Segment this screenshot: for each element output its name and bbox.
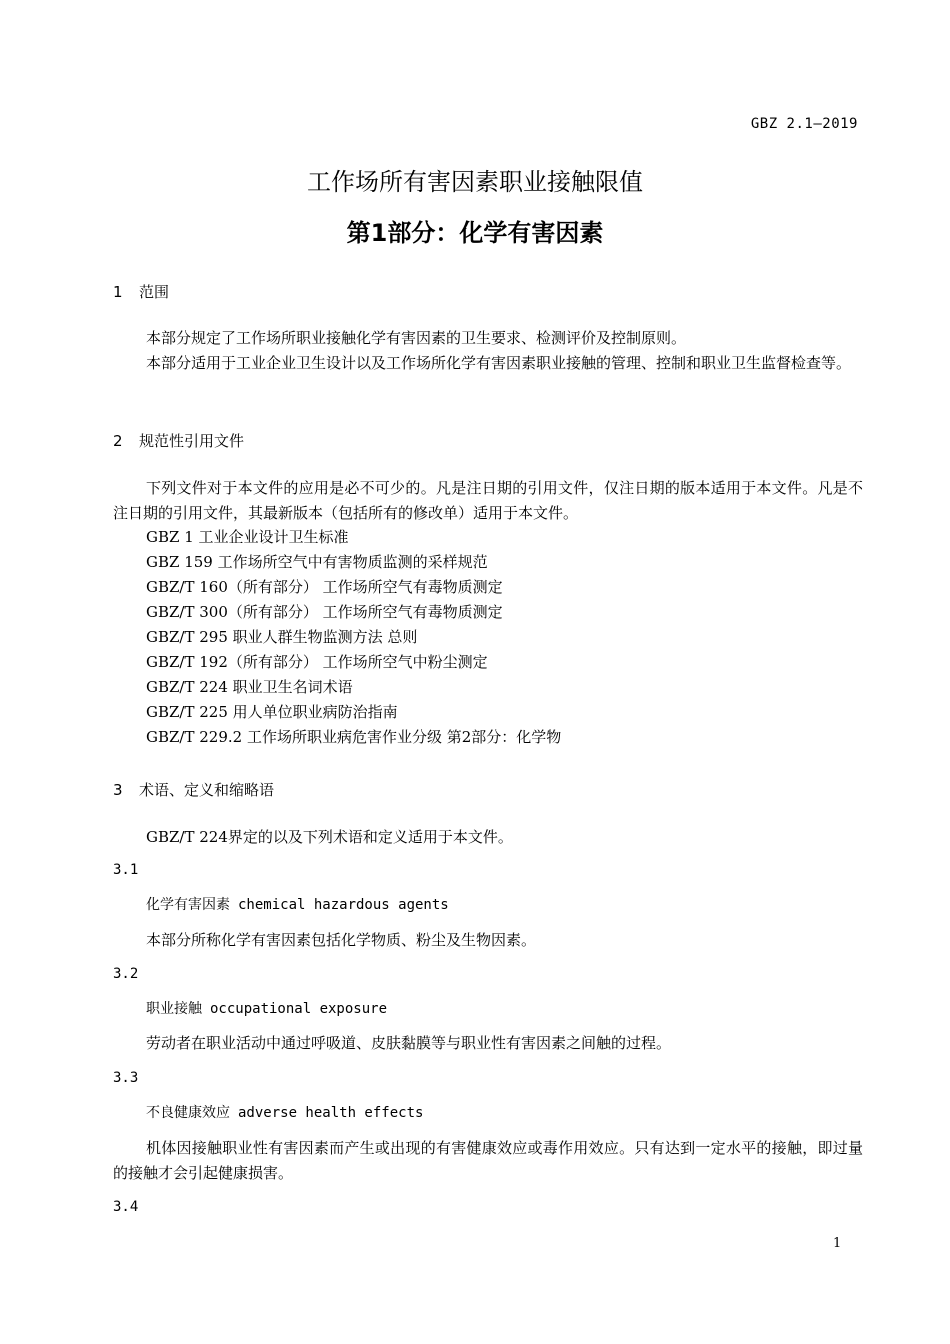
section-2-heading xyxy=(113,430,863,451)
term-entry xyxy=(146,998,387,1018)
term-english: adverse health effects xyxy=(238,1105,424,1121)
section-3-heading xyxy=(113,779,863,800)
reference-item: GBZ/T 295 职业人群生物监测方法 总则 xyxy=(146,628,418,646)
term-definition: 本部分所称化学有害因素包括化学物质、粉尘及生物因素。 xyxy=(146,931,537,949)
document-subtitle: 第1部分：化学有害因素 xyxy=(346,219,604,247)
term-definition: 劳动者在职业活动中通过呼吸道、皮肤黏膜等与职业性有害因素之间触的过程。 xyxy=(146,1034,672,1052)
section-title: 规范性引用文件 xyxy=(139,432,245,450)
page-number: 1 xyxy=(833,1236,842,1251)
clause-number: 3.2 xyxy=(113,966,139,982)
reference-item: GBZ/T 192（所有部分） 工作场所空气中粉尘测定 xyxy=(146,653,488,671)
section-title: 范围 xyxy=(139,283,170,301)
section-title: 术语、定义和缩略语 xyxy=(139,781,275,799)
reference-item: GBZ 159 工作场所空气中有害物质监测的采样规范 xyxy=(146,553,488,571)
term-entry xyxy=(146,894,449,914)
term-entry xyxy=(146,1102,423,1122)
reference-item: GBZ/T 160（所有部分） 工作场所空气有毒物质测定 xyxy=(146,578,503,596)
section-1-heading xyxy=(113,281,863,302)
reference-item: GBZ 1 工业企业设计卫生标准 xyxy=(146,528,349,546)
term-chinese: 不良健康效应 xyxy=(146,1105,230,1121)
document-title: 工作场所有害因素职业接触限值 xyxy=(307,168,643,196)
clause-number: 3.4 xyxy=(113,1199,139,1215)
reference-item: GBZ/T 224 职业卫生名词术语 xyxy=(146,678,353,696)
term-definition: 机体因接触职业性有害因素而产生或出现的有害健康效应或毒作用效应。只有达到一定水平的接触，即过量的接触才会引起健康损害。 xyxy=(113,1139,863,1182)
term-english: chemical hazardous agents xyxy=(238,897,449,913)
clause-number: 3.3 xyxy=(113,1070,139,1086)
standard-number: GBZ 2.1—2019 xyxy=(750,116,858,132)
reference-item: GBZ/T 229.2 工作场所职业病危害作业分级 第2部分：化学物 xyxy=(146,728,562,746)
section-number: 3 xyxy=(113,781,123,799)
section-number: 2 xyxy=(113,432,123,450)
section-1-paragraph-2: 本部分适用于工业企业卫生设计以及工作场所化学有害因素职业接触的管理、控制和职业卫生监督检查等。 xyxy=(146,354,852,372)
term-english: occupational exposure xyxy=(210,1001,388,1017)
term-chinese: 化学有害因素 xyxy=(146,897,230,913)
clause-number: 3.1 xyxy=(113,862,139,878)
section-number: 1 xyxy=(113,283,123,301)
reference-item: GBZ/T 300（所有部分） 工作场所空气有毒物质测定 xyxy=(146,603,503,621)
section-1-paragraph-1: 本部分规定了工作场所职业接触化学有害因素的卫生要求、检测评价及控制原则。 xyxy=(146,329,687,347)
section-2-paragraph-1: 下列文件对于本文件的应用是必不可少的。凡是注日期的引用文件，仅注日期的版本适用于本文件。凡是不注日期的引用文件，其最新版本（包括所有的修改单）适用于本文件。 xyxy=(113,479,863,522)
term-chinese: 职业接触 xyxy=(146,1001,202,1017)
section-3-paragraph-1: GBZ/T 224界定的以及下列术语和定义适用于本文件。 xyxy=(146,828,513,846)
reference-item: GBZ/T 225 用人单位职业病防治指南 xyxy=(146,703,398,721)
